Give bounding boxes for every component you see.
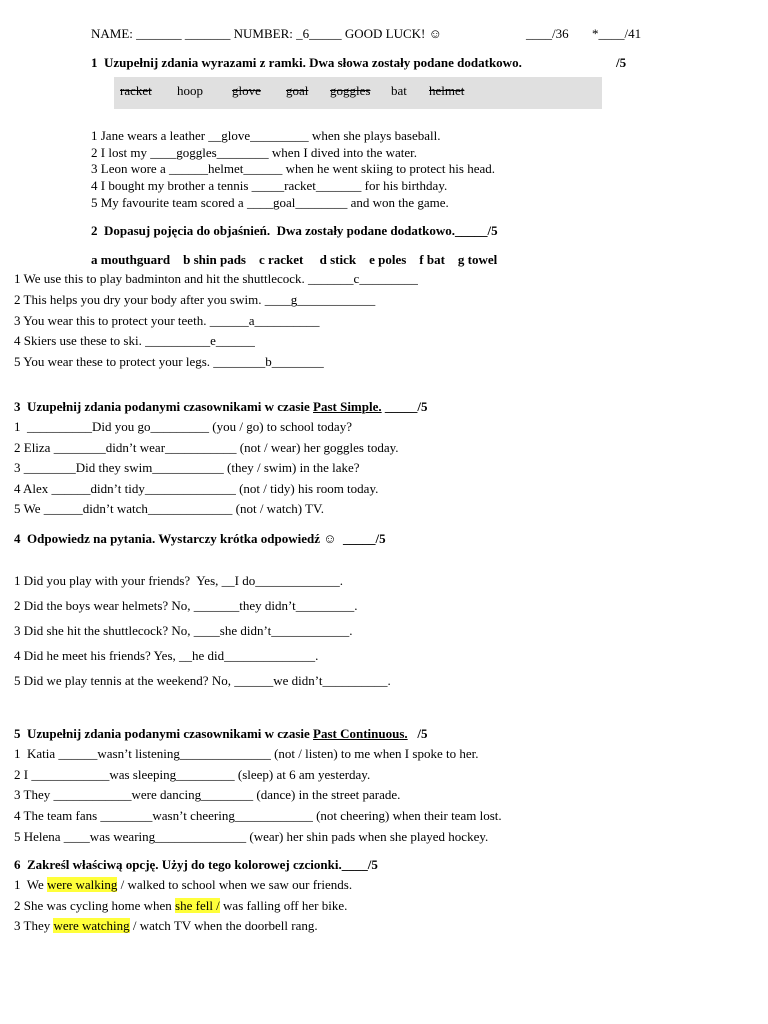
ex3-sentence: 3 ________Did they swim___________ (they / swim) in the lake?	[14, 460, 360, 475]
highlighted-answer: were walking	[47, 877, 118, 892]
ex6-sentence: 2 She was cycling home when she fell / was falling off her bike.	[14, 898, 348, 913]
ex5-sentence: 2 I ____________was sleeping_________ (sleep) at 6 am yesterday.	[14, 767, 371, 782]
header-name-line: NAME: _______ _______ NUMBER: _6_____ GOOD LUCK! ☺	[91, 26, 442, 41]
ex2-sentence: 2 This helps you dry your body after you swim. ____g____________	[14, 292, 376, 307]
ex4-sentence: 1 Did you play with your friends? Yes, __I do_____________.	[14, 573, 343, 588]
ex1-sentence: 5 My favourite team scored a ____goal________ and won the game.	[91, 195, 449, 210]
header-score: ____/36	[526, 26, 569, 41]
ex3-sentence: 4 Alex ______didn’t tidy______________ (not / tidy) his room today.	[14, 481, 379, 496]
ex4-title: 4 Odpowiedz na pytania. Wystarczy krótka odpowiedź ☺ _____/5	[14, 531, 386, 546]
ex5-sentence: 1 Katia ______wasn’t listening______________ (not / listen) to me when I spoke to her.	[14, 746, 479, 761]
ex2-sentence: 4 Skiers use these to ski. __________e______	[14, 333, 255, 348]
word-box-item: goggles	[330, 83, 371, 98]
word-box-item: helmet	[429, 83, 465, 98]
ex3-sentence: 2 Eliza ________didn’t wear___________ (not / wear) her goggles today.	[14, 440, 399, 455]
ex5-sentence: 5 Helena ____was wearing______________ (wear) her shin pads when she played hockey.	[14, 829, 489, 844]
ex2-title: 2 Dopasuj pojęcia do objaśnień. Dwa zostały podane dodatkowo._____/5	[91, 223, 498, 238]
ex4-sentence: 5 Did we play tennis at the weekend? No, ______we didn’t__________.	[14, 673, 391, 688]
highlighted-answer: she fell /	[175, 898, 220, 913]
ex1-sentence: 4 I bought my brother a tennis _____racket_______ for his birthday.	[91, 178, 448, 193]
ex1-sentence: 1 Jane wears a leather __glove_________ when she plays baseball.	[91, 128, 441, 143]
ex3-title: 3 Uzupełnij zdania podanymi czasownikami w czasie Past Simple. _____/5	[14, 399, 428, 414]
ex5-tense: Past Continuous.	[313, 726, 408, 741]
word-box-item: glove	[232, 83, 261, 98]
ex5-sentence: 3 They ____________were dancing________ (dance) in the street parade.	[14, 787, 401, 802]
ex1-word-box	[114, 77, 602, 109]
word-box-item: goal	[286, 83, 309, 98]
word-box-item: hoop	[177, 83, 203, 98]
ex3-sentence: 1 __________Did you go_________ (you / go) to school today?	[14, 419, 352, 434]
word-box-item: bat	[391, 83, 407, 98]
ex3-sentence: 5 We ______didn’t watch_____________ (not / watch) TV.	[14, 501, 324, 516]
ex2-options: a mouthguard b shin pads c racket d stick e poles f bat g towel	[91, 252, 498, 267]
word-box-item: racket	[120, 83, 152, 98]
ex1-sentence: 3 Leon wore a ______helmet______ when he went skiing to protect his head.	[91, 161, 495, 176]
header-bonus-score: *____/41	[592, 26, 642, 41]
ex4-sentence: 3 Did she hit the shuttlecock? No, ____she didn’t____________.	[14, 623, 353, 638]
ex6-sentence: 3 They were watching / watch TV when the doorbell rang.	[14, 918, 318, 933]
highlighted-answer: were watching	[53, 918, 130, 933]
ex2-sentence: 1 We use this to play badminton and hit the shuttlecock. _______c_________	[14, 271, 418, 286]
ex6-sentence: 1 We were walking / walked to school when we saw our friends.	[14, 877, 353, 892]
ex1-sentence: 2 I lost my ____goggles________ when I dived into the water.	[91, 145, 418, 160]
ex4-sentence: 4 Did he meet his friends? Yes, __he did______________.	[14, 648, 319, 663]
ex3-tense: Past Simple.	[313, 399, 382, 414]
ex5-title: 5 Uzupełnij zdania podanymi czasownikami w czasie Past Continuous. /5	[14, 726, 428, 741]
ex1-points: /5	[616, 55, 627, 70]
ex2-sentence: 3 You wear this to protect your teeth. ______a__________	[14, 313, 320, 328]
ex2-sentence: 5 You wear these to protect your legs. ________b________	[14, 354, 324, 369]
ex6-title: 6 Zakreśl właściwą opcję. Użyj do tego kolorowej czcionki.____/5	[14, 857, 378, 872]
ex5-sentence: 4 The team fans ________wasn’t cheering____________ (not cheering) when their team lost.	[14, 808, 502, 823]
ex4-sentence: 2 Did the boys wear helmets? No, _______they didn’t_________.	[14, 598, 358, 613]
ex1-title: 1 Uzupełnij zdania wyrazami z ramki. Dwa słowa zostały podane dodatkowo.	[91, 55, 522, 70]
